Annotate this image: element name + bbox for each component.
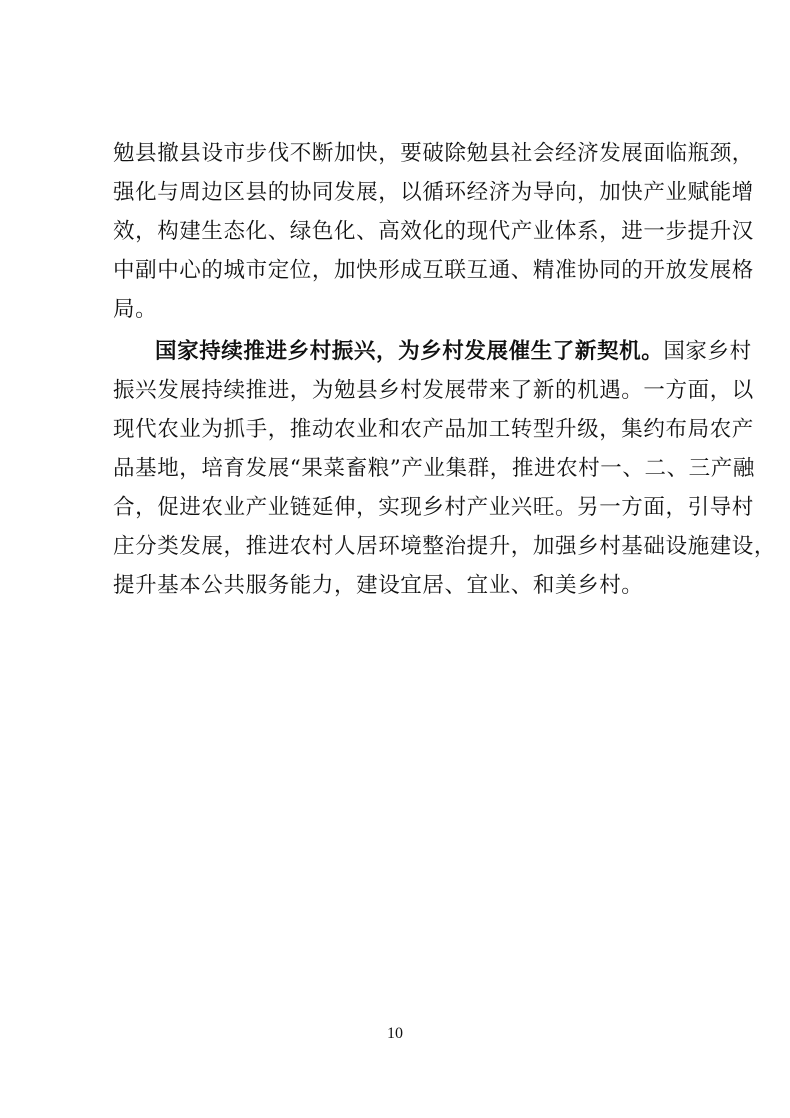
paragraph-2-line-5: 合，促进农业产业链延伸，实现乡村产业兴旺。另一方面，引导村 [113,495,754,520]
paragraph-2-line-1 [155,337,752,367]
page-number: 10 [387,1025,403,1042]
paragraph-2-line-6: 庄分类发展，推进农村人居环境整治提升，加强乡村基础设施建设， [113,534,777,559]
paragraph-1-line-5: 局。 [113,297,158,322]
paragraph-1-line-4: 中副中心的城市定位，加快形成互联互通、精准协同的开放发展格 [113,258,754,283]
paragraph-2-lead-rest: 国家乡村 [663,339,752,364]
paragraph-2-line-2: 振兴发展持续推进，为勉县乡村发展带来了新的机遇。一方面，以 [113,378,754,403]
paragraph-1-line-1: 勉县撤县设市步伐不断加快，要破除勉县社会经济发展面临瓶颈， [113,141,754,166]
paragraph-1-line-3: 效，构建生态化、绿色化、高效化的现代产业体系，进一步提升汉 [113,219,754,244]
paragraph-2-line-3: 现代农业为抓手，推动农业和农产品加工转型升级，集约布局农产 [113,417,754,442]
paragraph-2-bold-heading: 国家持续推进乡村振兴，为乡村发展催生了新契机。 [155,339,664,364]
paragraph-2-line-7: 提升基本公共服务能力，建设宜居、宜业、和美乡村。 [113,573,644,598]
paragraph-1-line-2: 强化与周边区县的协同发展，以循环经济为导向，加快产业赋能增 [113,180,754,205]
paragraph-2-line-4: 品基地，培育发展“果菜畜粮”产业集群，推进农村一、二、三产融 [113,456,755,481]
